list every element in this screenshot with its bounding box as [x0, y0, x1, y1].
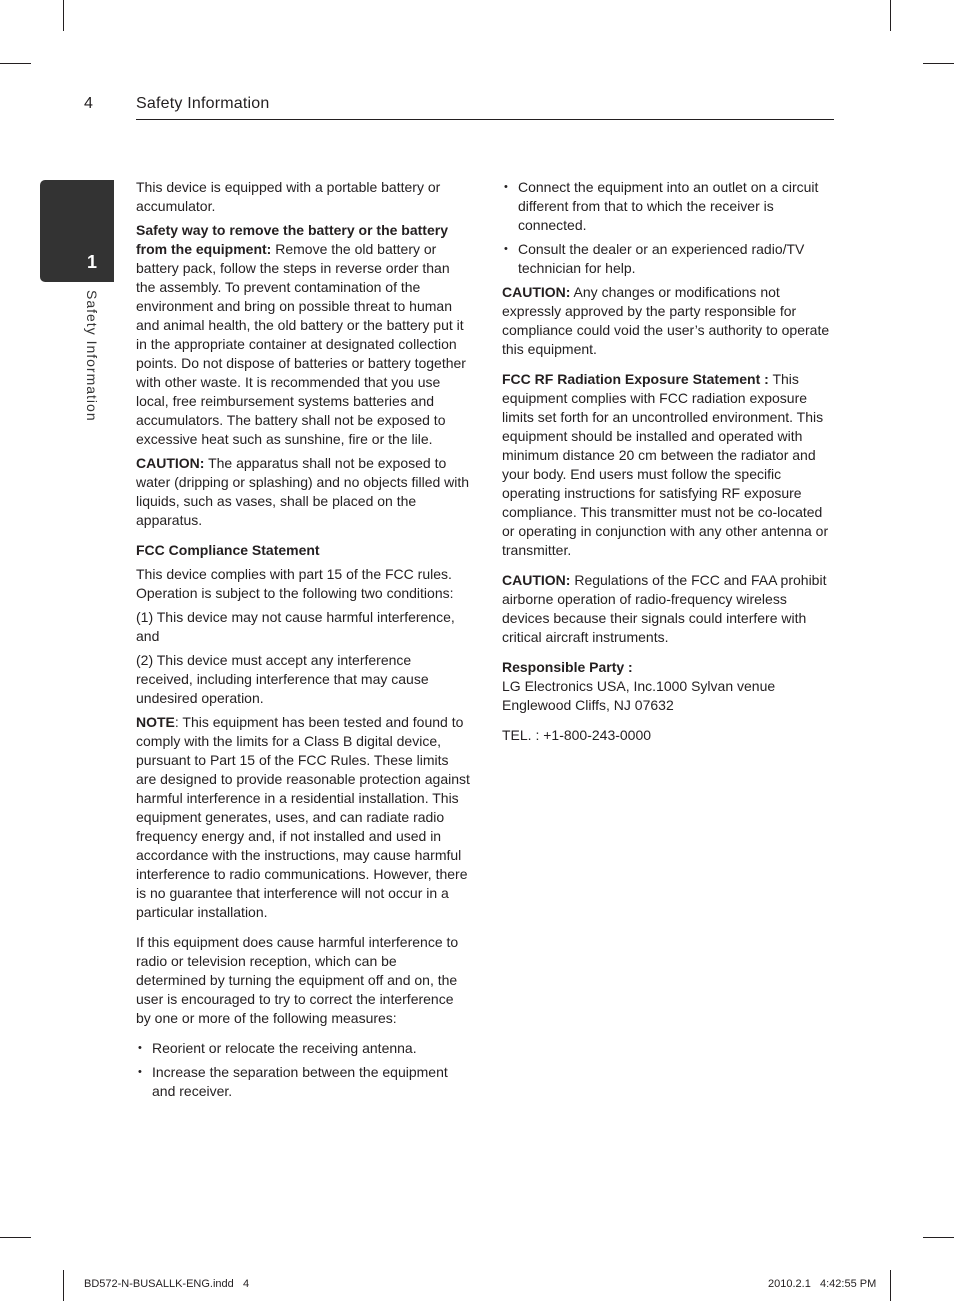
address-line-1: LG Electronics USA, Inc.1000 Sylvan venue — [502, 678, 776, 694]
fcc-compliance-text: This device complies with part 15 of the FCC rules. Operation is subject to the following two conditions: — [136, 566, 454, 601]
list-item: • Connect the equipment into an outlet on a circuit different from that to which the receiver is connected. — [502, 178, 836, 235]
chapter-label: Safety Information — [84, 290, 100, 422]
caution-faa-text: Regulations of the FCC and FAA prohibit airborne operation of radio-frequency wireless devices because their signals could interfere with critical aircraft instruments. — [502, 572, 827, 645]
note-paragraph — [136, 713, 470, 922]
page-title: Safety Information — [136, 95, 270, 112]
crop-mark — [890, 0, 891, 31]
address-line-2: Englewood Cliffs, NJ 07632 — [502, 697, 674, 713]
caution-label: CAUTION: — [502, 572, 571, 588]
rf-exposure-heading: FCC RF Radiation Exposure Statement : — [502, 371, 769, 387]
caution-modifications-text: Any changes or modifications not expressly approved by the party responsible for compliance could void the user’s authority to operate this equipment. — [502, 284, 830, 357]
caution-faa-paragraph — [502, 571, 836, 647]
caution-text: The apparatus shall not be exposed to water (dripping or splashing) and no objects filled with liquids, such as vases, shall be placed on the apparatus. — [136, 455, 470, 528]
measures-list — [136, 1039, 470, 1101]
list-item: • Increase the separation between the equipment and receiver. — [136, 1063, 470, 1101]
battery-removal-paragraph — [136, 221, 470, 449]
battery-removal-text: Remove the old battery or battery pack, follow the steps in reverse order than the assembly. To prevent contamination of the environment and bring on possible threat to human and animal health, the old battery or the battery put it in the appropriate container at designated collection points. Do not dispose of batteries or battery together with other waste. It is recommended that you use local, free reimbursement systems batteries and accumulators. The battery shall not be exposed to excessive heat such as sunshine, fire or the lile. — [136, 241, 466, 447]
list-item: • Reorient or relocate the receiving antenna. — [136, 1039, 470, 1058]
caution-modifications-paragraph — [502, 283, 836, 359]
telephone: TEL. : +1-800-243-0000 — [502, 727, 652, 743]
rf-exposure-text: This equipment complies with FCC radiation exposure limits set forth for an uncontrolled environment. This equipment should be installed and operated with minimum distance 20 cm between the radiator and your body. End users must follow the specific operating instructions for satisfying RF exposure compliance. This transmitter must not be co-located or operating in conjunction with any other antenna or transmitter. — [502, 371, 829, 558]
page-number: 4 — [84, 95, 93, 112]
interference-paragraph: If this equipment does cause harmful interference to radio or television reception, which can be determined by turning the equipment off and on, the user is encouraged to try to correct the interference by one or more of the following measures: — [136, 934, 459, 1026]
caution-label: CAUTION: — [502, 284, 571, 300]
crop-mark — [63, 0, 64, 31]
fcc-heading: FCC Compliance Statement — [136, 542, 320, 558]
left-column — [136, 178, 470, 1106]
crop-mark — [923, 63, 954, 64]
caution-paragraph — [136, 454, 470, 530]
list-item: • Consult the dealer or an experienced radio/TV technician for help. — [502, 240, 836, 278]
header-divider — [136, 119, 834, 120]
footer-filename: BD572-N-BUSALLK-ENG.indd 4 — [84, 1278, 250, 1290]
fcc-condition-2: (2) This device must accept any interference received, including interference that may cause undesired operation. — [136, 652, 429, 706]
crop-mark — [0, 63, 31, 64]
battery-intro: This device is equipped with a portable battery or accumulator. — [136, 179, 441, 214]
caution-label: CAUTION: — [136, 455, 205, 471]
right-column — [502, 178, 836, 750]
note-text: : This equipment has been tested and found to comply with the limits for a Class B digital device, pursuant to Part 15 of the FCC Rules. These limits are designed to provide reasonable protection against harmful interference in a residential installation. This equipment generates, uses, and can radiate radio frequency energy and, if not installed and used in accordance with the instructions, may cause harmful interference to radio communications. However, there is no guarantee that interference will not occur in a particular installation. — [136, 714, 470, 920]
crop-mark — [0, 1237, 31, 1238]
crop-mark — [63, 1270, 64, 1301]
fcc-condition-1: (1) This device may not cause harmful interference, and — [136, 609, 455, 644]
chapter-tab — [40, 180, 114, 282]
crop-mark — [890, 1270, 891, 1301]
measures-list-continued — [502, 178, 836, 278]
responsible-party-heading: Responsible Party : — [502, 659, 633, 675]
note-label: NOTE — [136, 714, 175, 730]
rf-exposure-paragraph — [502, 370, 836, 560]
battery-removal-heading: Safety way to remove the battery or the battery from the equipment: — [136, 222, 448, 257]
chapter-number: 1 — [86, 252, 97, 272]
crop-mark — [923, 1237, 954, 1238]
footer-timestamp: 2010.2.1 4:42:55 PM — [768, 1278, 877, 1290]
responsible-party — [502, 658, 836, 715]
